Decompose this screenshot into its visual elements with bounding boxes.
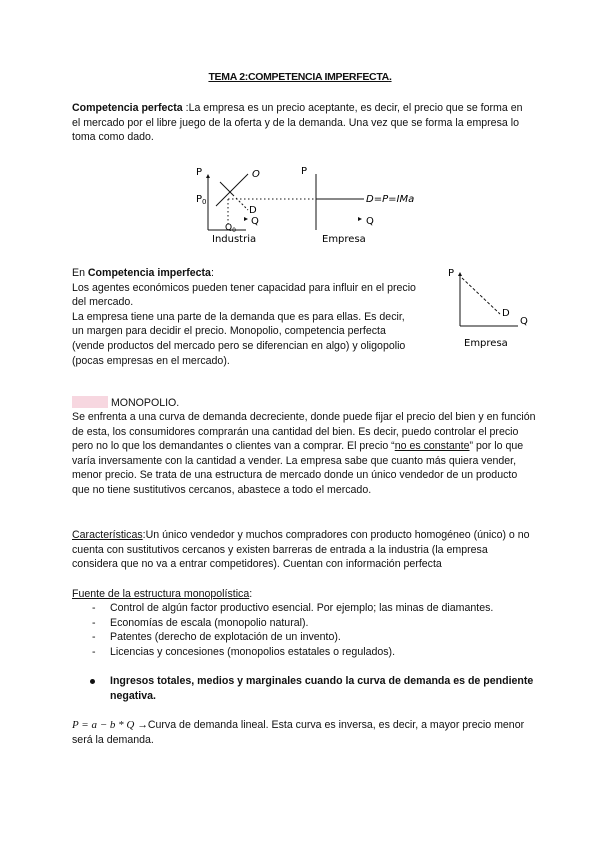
industria-x-arrow	[244, 217, 248, 221]
imperfecta-line-3: La empresa tiene una parte de la demanda que es para ellas. Es decir,	[72, 310, 405, 323]
empresa-label: Empresa	[322, 234, 366, 245]
caracteristicas-text: :Un único vendedor y muchos compradores con producto homogéneo (único) o no cuenta con sustitutivos cercanos y existen barreras de entrada a la industria (la empresa considera que no va a entrar competidores). Cuentan con información perfecta	[72, 529, 530, 571]
formula-math: P = a − b * Q	[72, 719, 135, 731]
imperfecta-suffix: :	[210, 267, 214, 279]
perfecta-term: Competencia perfecta	[72, 102, 183, 114]
figure-empresa-demanda	[440, 264, 540, 354]
supply-curve	[216, 174, 248, 206]
industria-y-arrow	[206, 174, 210, 178]
industria-label: Industria	[212, 234, 257, 245]
monopolio-highlight	[72, 396, 108, 408]
list-item: - Patentes (derecho de explotación de un invento).	[92, 630, 493, 645]
imperfecta-line-5: (vende productos del mercado pero se diferencian en algo) y oligopolio	[72, 339, 406, 352]
fig2-empresa-label: Empresa	[464, 338, 508, 349]
industria-q-label: Q	[251, 216, 259, 227]
list-item: - Control de algún factor productivo esencial. Por ejemplo; las minas de diamantes.	[92, 601, 493, 616]
formula-paragraph	[72, 718, 532, 747]
imperfecta-line-4: un margen para decidir el precio. Monopolio, competencia perfecta	[72, 325, 386, 338]
demand-curve-dash	[236, 198, 248, 210]
dpima-label: D=P=IMa	[366, 194, 415, 205]
perfecta-paragraph	[72, 101, 532, 145]
empresa-x-arrow	[358, 217, 362, 221]
fuente-colon: :	[249, 588, 253, 600]
ingresos-bullet	[90, 674, 560, 703]
fig2-p-label: P	[448, 268, 455, 279]
fuente-heading	[72, 587, 532, 602]
fig2-demand-line	[462, 278, 500, 314]
page-title	[0, 71, 600, 83]
imperfecta-line-6: (pocas empresas en el mercado).	[72, 354, 230, 367]
industria-p-label: P	[196, 167, 203, 178]
imperfecta-paragraph	[72, 266, 442, 368]
p0-label: $P_0$	[196, 194, 207, 206]
empresa-p-label: P	[301, 166, 308, 177]
monopolio-heading	[72, 396, 179, 409]
list-item: - Economías de escala (monopolio natural).	[92, 616, 493, 631]
caracteristicas-label: Características	[72, 529, 143, 541]
title-period: .	[388, 71, 392, 83]
figure-industria-empresa	[188, 158, 448, 250]
demand-curve-industria	[220, 182, 234, 196]
fuente-list	[92, 601, 493, 659]
monopolio-text-before: Se enfrenta a una curva de demanda decreciente, donde puede fijar el precio del bien y en función de esta, los consumidores comprarán una cantidad del bien. Es decir, puedo controlar el precio pero no lo que los demandantes o clientes van a comprar. El precio “	[72, 411, 536, 453]
fig2-q-label: Q	[520, 316, 528, 327]
industria-d-label: D	[249, 205, 257, 216]
fuente-label: Fuente de la estructura monopolística	[72, 588, 250, 600]
supply-o-label: O	[252, 169, 260, 180]
imperfecta-line-1: Los agentes económicos pueden tener capacidad para influir en el precio	[72, 281, 416, 294]
bullet-dot-icon	[90, 679, 95, 684]
imperfecta-term: Competencia imperfecta	[87, 267, 211, 279]
formula-text: Curva de demanda lineal. Esta curva es inversa, es decir, a mayor precio menor será la demanda.	[72, 719, 525, 746]
empresa-q-label: Q	[366, 216, 374, 227]
imperfecta-prefix: En	[72, 267, 88, 279]
caracteristicas-paragraph	[72, 528, 536, 572]
monopolio-text-after: ” por lo que varía inversamente con la cantidad a vender. La empresa sabe que cuanto más quiera vender, menor precio. Se trata de una estructura de mercado donde un único vendedor de un producto que no tiene sustitutivos cercanos, abastece a todo el mercado.	[72, 440, 524, 496]
fig2-y-arrow	[458, 272, 462, 276]
fig2-d-label: D	[502, 308, 510, 319]
q0-label: $Q_0$	[225, 223, 236, 234]
ingresos-bullet-text: Ingresos totales, medios y marginales cuando la curva de demanda es de pendiente negativa.	[110, 675, 534, 702]
monopolio-heading-period: .	[176, 397, 180, 409]
formula-arrow: →	[134, 719, 148, 731]
monopolio-underlined: no es constante	[394, 440, 470, 453]
monopolio-heading-text: MONOPOLIO	[110, 397, 177, 409]
imperfecta-line-2: del mercado.	[72, 296, 134, 309]
title-text: TEMA 2:COMPETENCIA IMPERFECTA	[208, 71, 389, 83]
monopolio-paragraph	[72, 410, 536, 498]
perfecta-text: :La empresa es un precio aceptante, es decir, el precio que se forma en el mercado por el libre juego de la oferta y de la demanda. Una vez que se forma la empresa lo toma como dado.	[72, 102, 523, 144]
list-item: - Licencias y concesiones (monopolios estatales o regulados).	[92, 645, 493, 660]
